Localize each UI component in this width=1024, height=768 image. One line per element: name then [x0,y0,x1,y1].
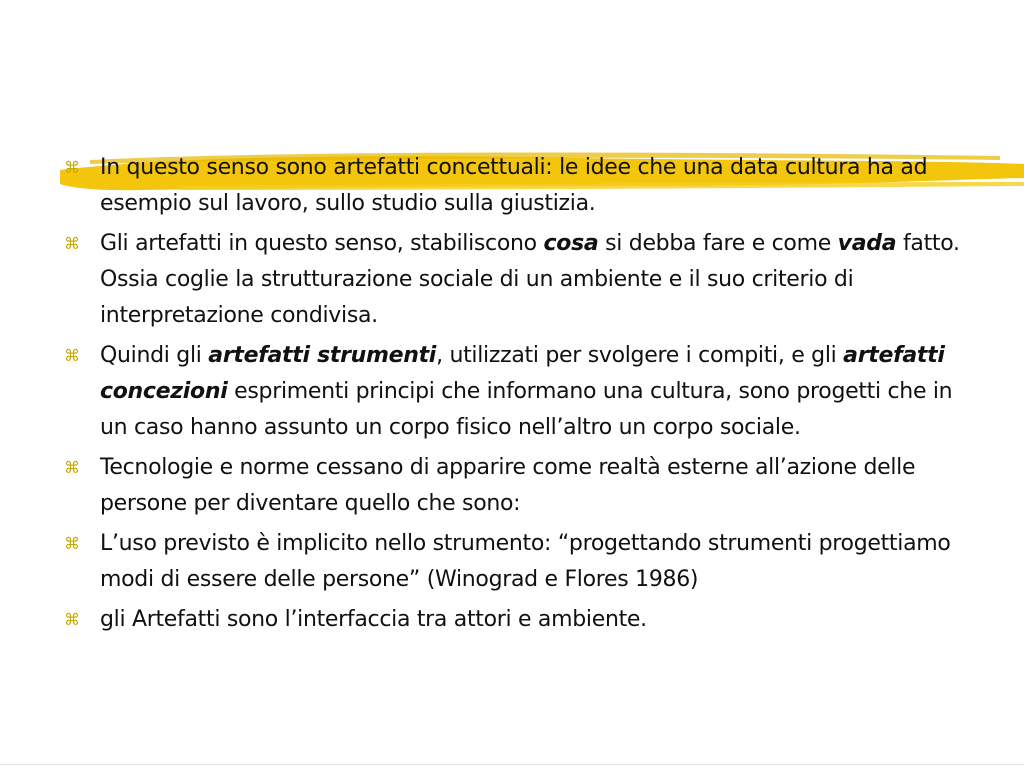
bullet-item-6 [62,602,962,638]
bullet-item-1 [62,150,962,222]
bullet-text-3a: Quindi gli [100,343,209,368]
bullet-marker-icon: ⌘ [64,158,80,177]
emphasis-artefatti-concezioni: artefatti concezioni [100,343,945,404]
bullet-item-5 [62,526,962,598]
bullet-marker-icon: ⌘ [64,346,80,365]
bullet-text-1: In questo senso sono artefatti concettuali: le idee che una data cultura ha ad esempio sul lavoro, sullo studio sulla giustizia. [100,155,928,216]
emphasis-vada: vada [837,231,897,256]
bullet-marker-icon: ⌘ [64,610,80,629]
emphasis-artefatti-strumenti: artefatti strumenti [208,343,437,368]
bullet-marker-icon: ⌘ [64,458,80,477]
bullet-text-2b: si debba fare e come [598,231,838,256]
bottom-divider [0,764,1024,765]
bullet-text-3c: esprimenti principi che informano una cultura, sono progetti che in un caso hanno assunto un corpo fisico nell’altro un corpo sociale. [100,379,953,440]
bullet-text-2a: Gli artefatti in questo senso, stabiliscono [100,231,544,256]
emphasis-cosa: cosa [543,231,599,256]
bullet-marker-icon: ⌘ [64,234,80,253]
bullet-list [62,150,962,642]
bullet-item-3 [62,338,962,446]
bullet-text-4: Tecnologie e norme cessano di apparire come realtà esterne all’azione delle persone per diventare quello che sono: [100,455,916,516]
bullet-text-5: L’uso previsto è implicito nello strumento: “progettando strumenti progettiamo modi di essere delle persone” (Winograd e Flores 1986) [100,531,951,592]
bullet-text-3b: , utilizzati per svolgere i compiti, e gli [436,343,844,368]
bullet-text-2c: fatto. Ossia coglie la strutturazione sociale di un ambiente e il suo criterio di interpretazione condivisa. [100,231,960,328]
bullet-text-6: gli Artefatti sono l’interfaccia tra attori e ambiente. [100,607,647,632]
bullet-item-2 [62,226,962,334]
bullet-marker-icon: ⌘ [64,534,80,553]
bullet-item-4 [62,450,962,522]
